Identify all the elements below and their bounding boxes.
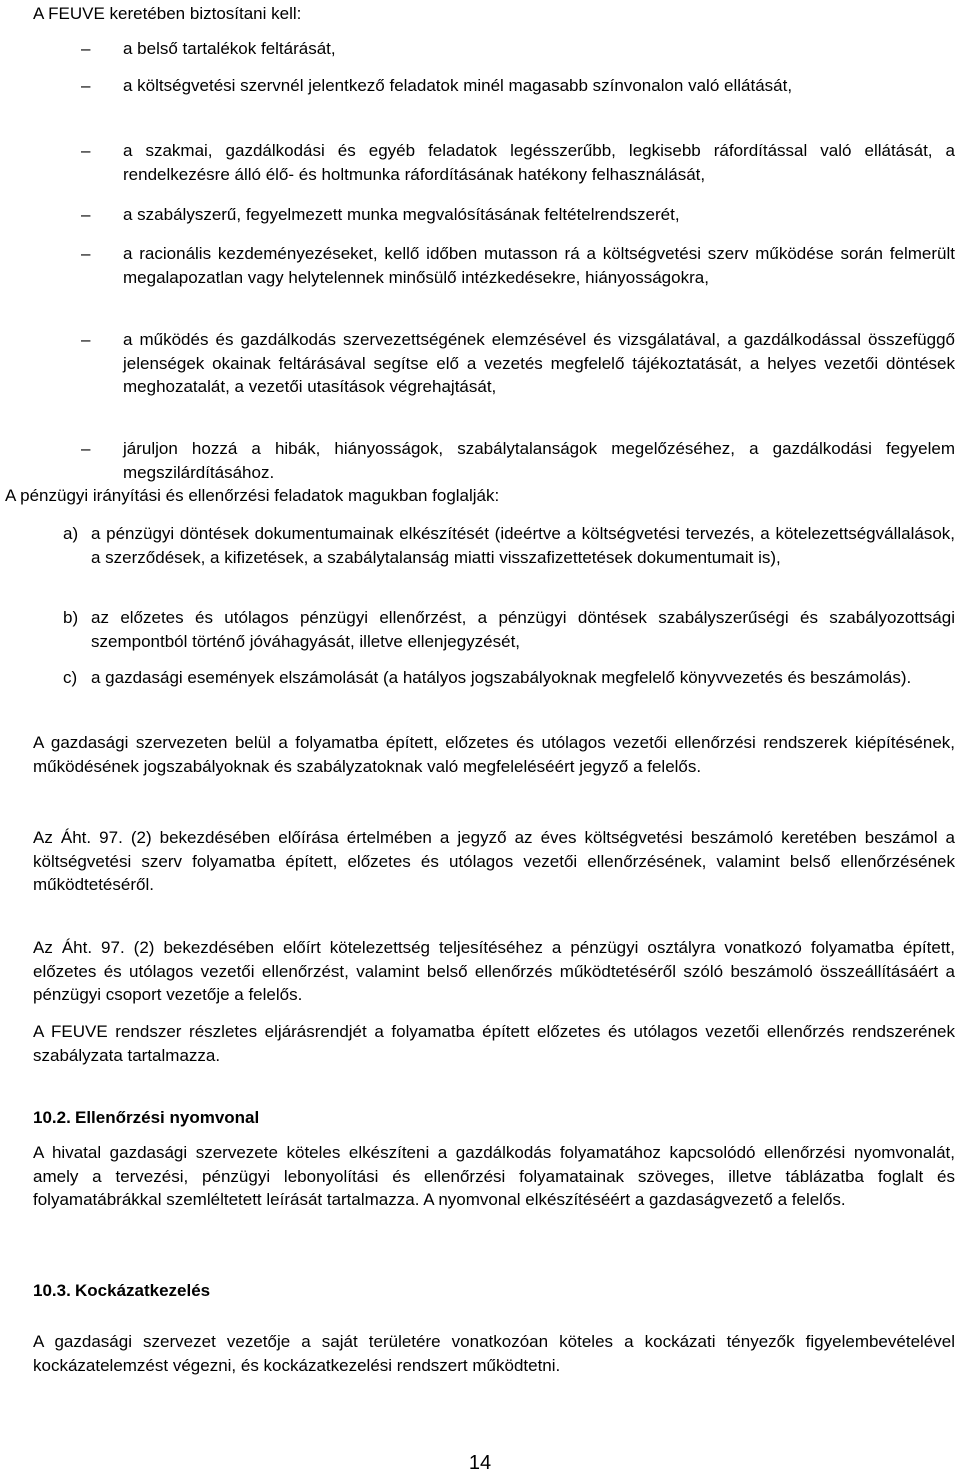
list-item <box>81 139 955 187</box>
list-item-text: járuljon hozzá a hibák, hiányosságok, szabálytalanságok megelőzéséhez, a gazdálkodási fegyelem megszilárdításához. <box>123 439 955 482</box>
list-item <box>63 522 955 594</box>
list-item-text: a gazdasági események elszámolását (a hatályos jogszabályoknak megfelelő könyvvezetés és beszámolás). <box>91 668 912 687</box>
list-item-text: a pénzügyi döntések dokumentumainak elkészítését (ideértve a költségvetési tervezés, a kötelezettségvállalások, a szerződések, a kifizetések, a szabálytalanság miatti visszafizettetések dokumentumait is), <box>91 524 955 567</box>
section-text: A hivatal gazdasági szervezete köteles elkészíteni a gazdálkodás folyamatához kapcsolódó ellenőrzési nyomvonalát, amely a tervezési, pénzügyi lebonyolítási és ellenőrzési folyamatainak szöveges, illetve táblázatba foglalt és folyamatábrákkal szemléltetett leírását tartalmazza. A nyomvonal elkészítéséért a gazdaságvezető a felelős. <box>33 1143 955 1209</box>
list-item-label: c) <box>63 668 78 687</box>
section-title: Ellenőrzési nyomvonal <box>75 1108 260 1127</box>
list-item <box>63 666 955 714</box>
financial-intro: A pénzügyi irányítási és ellenőrzési feladatok magukban foglalják: <box>5 486 500 505</box>
paragraph: Az Áht. 97. (2) bekezdésében előírása értelmében a jegyző az éves költségvetési beszámoló keretében beszámol a költségvetési szerv folyamatba épített, előzetes és utólagos vezetői ellenőrzésének, valamint belső ellenőrzésének működtetéséről. <box>33 828 955 894</box>
list-item-label: a) <box>63 524 79 543</box>
list-item <box>81 37 955 61</box>
list-item-text: az előzetes és utólagos pénzügyi ellenőrzést, a pénzügyi döntések szabályszerűségi és szabályozottsági szempontból történő jóváhagyását, illetve ellenjegyzését, <box>91 608 955 651</box>
list-item <box>81 203 955 227</box>
dash-bullet: – <box>81 39 91 58</box>
list-item-text: a költségvetési szervnél jelentkező feladatok minél magasabb színvonalon való ellátását, <box>123 76 793 95</box>
section-heading <box>33 1106 259 1130</box>
dash-bullet: – <box>81 244 91 263</box>
paragraph: A FEUVE rendszer részletes eljárásrendjét a folyamatba épített előzetes és utólagos vezetői ellenőrzés rendszerének szabályzata tartalmazza. <box>33 1022 955 1065</box>
list-item <box>81 328 955 424</box>
list-item-text: a szakmai, gazdálkodási és egyéb feladatok legésszerűbb, legkisebb ráfordítással való ellátását, a rendelkezésre álló élő- és holtmunka ráfordításának hatékony felhasználását, <box>123 141 955 184</box>
section-text: A gazdasági szervezet vezetője a saját területére vonatkozóan köteles a kockázati tényezők figyelembevételével kockázatelemzést végezni, és kockázatkezelési rendszert működtetni. <box>33 1332 955 1375</box>
list-item <box>81 242 955 314</box>
list-item <box>63 606 955 654</box>
list-item-text: a belső tartalékok feltárását, <box>123 39 336 58</box>
list-item <box>81 74 955 122</box>
list-item-label: b) <box>63 608 79 627</box>
list-item-text: a működés és gazdálkodás szervezettségének elemzésével és vizsgálatával, a gazdálkodással összefüggő jelenségek okainak feltárásával segítse elő a vezetés megfelelő tájékoztatását, a helyes vezetői döntések meghozatalát, a vezetői utasítások végrehajtását, <box>123 330 955 396</box>
feuve-intro: A FEUVE keretében biztosítani kell: <box>33 4 302 23</box>
dash-bullet: – <box>81 141 91 160</box>
section-number: 10.3. <box>33 1281 71 1300</box>
paragraph: A gazdasági szervezeten belül a folyamatba épített, előzetes és utólagos vezetői ellenőrzési rendszerek kiépítésének, működésének jogszabályoknak és szabályzatoknak való megfeleléséért jegyző a felelős. <box>33 733 955 776</box>
dash-bullet: – <box>81 76 91 95</box>
section-title: Kockázatkezelés <box>75 1281 211 1300</box>
section-heading <box>33 1279 210 1303</box>
dash-bullet: – <box>81 330 91 349</box>
list-item-text: a szabályszerű, fegyelmezett munka megvalósításának feltételrendszerét, <box>123 205 680 224</box>
dash-bullet: – <box>81 205 91 224</box>
section-number: 10.2. <box>33 1108 71 1127</box>
dash-bullet: – <box>81 439 91 458</box>
paragraph: Az Áht. 97. (2) bekezdésében előírt kötelezettség teljesítéséhez a pénzügyi osztályra vonatkozó folyamatba épített, előzetes és utólagos vezetői ellenőrzést, valamint belső ellenőrzés működtetéséről szóló beszámoló összeállításáért a pénzügyi csoport vezetője a felelős. <box>33 938 955 1004</box>
list-item-text: a racionális kezdeményezéseket, kellő időben mutasson rá a költségvetési szerv működése során felmerült megalapozatlan vagy helytelennek minősülő intézkedésekre, hiányosságokra, <box>123 244 955 287</box>
list-item <box>81 437 955 485</box>
page-number: 14 <box>468 1452 492 1474</box>
